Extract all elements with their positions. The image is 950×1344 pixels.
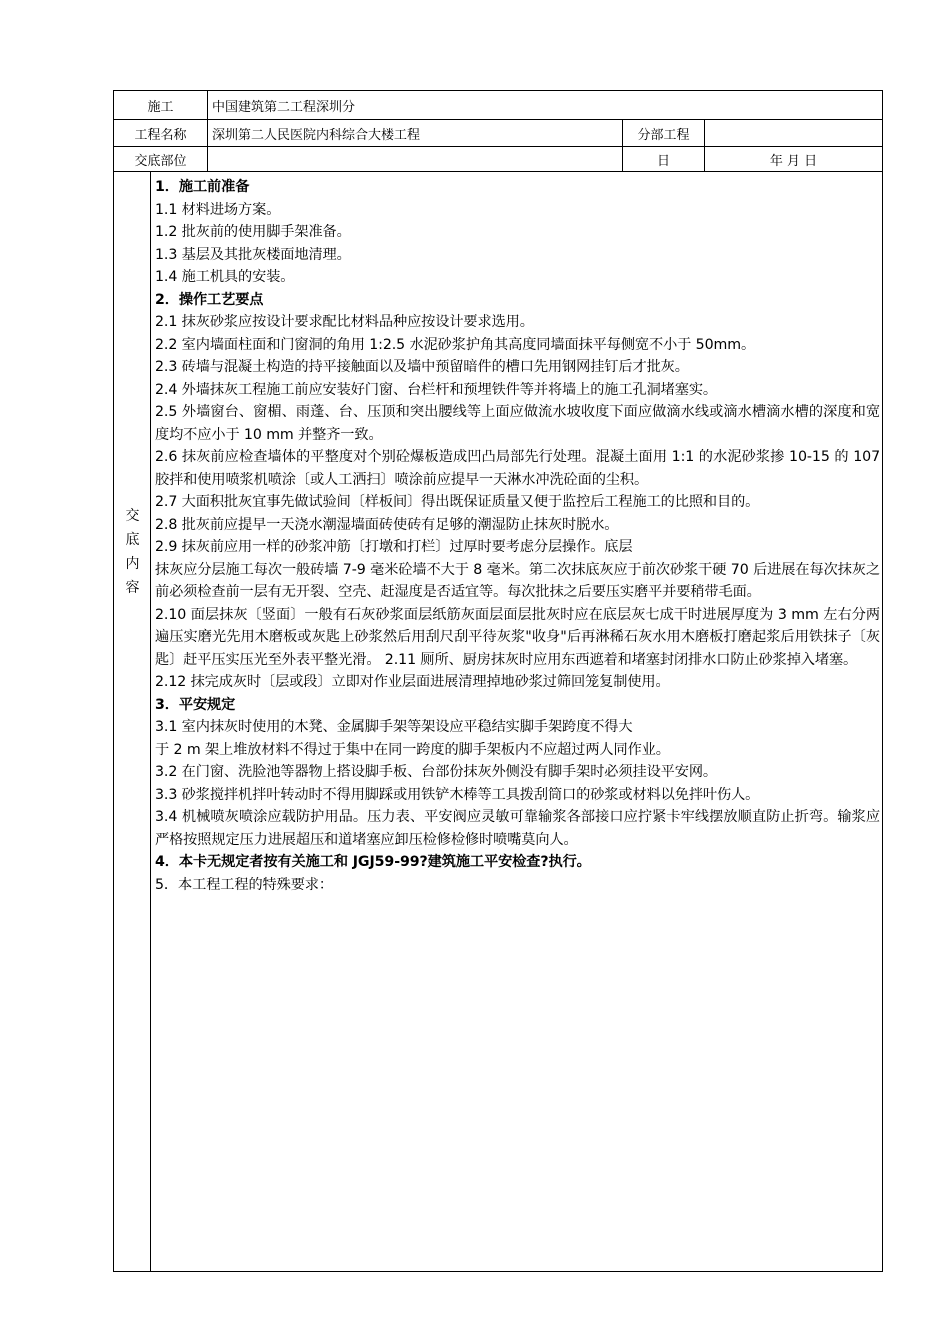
section-2-title: 2．操作工艺要点	[155, 291, 264, 308]
item-2-10: 2.10 面层抹灰〔竖面〕一般有石灰砂浆面层纸筋灰面层面层批灰时应在底层灰七成干时进展厚度为 3 mm 左右分两遍压实磨光先用木磨板或灰匙上砂浆然后用刮尺刮平待灰浆"收身"后再淋稀石灰水用木磨板打磨起浆后用铁抹子〔灰匙〕赶平压实压光至外表平整光滑。 2.11 厕所、厨房抹灰时应用东西遮着和堵塞封闭排水口防止砂浆掉入堵塞。	[155, 606, 880, 668]
side-char-4: 容	[125, 580, 140, 596]
item-2-4: 2.4 外墙抹灰工程施工前应安装好门窗、台栏杆和预埋铁件等并将墙上的施工孔洞堵塞实。	[155, 381, 718, 398]
disclosure-content	[155, 176, 880, 896]
date-label: 日	[623, 147, 705, 171]
location-value	[208, 147, 623, 171]
item-2-9-a: 2.9 抹灰前应用一样的砂浆冲筋〔打墩和打栏〕过厚时要考虑分层操作。底层	[155, 539, 633, 555]
section-1-title: 1．施工前准备	[155, 179, 250, 195]
item-2-3: 2.3 砖墙与混凝土构造的持平接触面以及墙中预留暗件的槽口先用钢网挂钉后才批灰。	[155, 359, 689, 375]
sub-project-value	[705, 120, 882, 146]
construction-value: 中国建筑第二工程深圳分	[212, 99, 356, 115]
item-2-12: 2.12 抹完成灰时〔层或段〕立即对作业层面进展清理掉地砂浆过筛回笼复制使用。	[155, 674, 670, 690]
item-3-1-b: 于 2 m 架上堆放材料不得过于集中在同一跨度的脚手架板内不应超过两人同作业。	[155, 741, 670, 758]
item-2-7: 2.7 大面积批灰宜事先做试验间〔样板间〕得出既保证质量又便于监控后工程施工的比照和目的。	[155, 494, 760, 510]
side-char-1: 交	[125, 508, 140, 524]
item-1-4: 1.4 施工机具的安装。	[155, 269, 295, 285]
header-row-construction	[114, 91, 882, 120]
project-name-label: 工程名称	[114, 120, 208, 146]
date-value: 年 月 日	[769, 153, 818, 169]
item-2-2: 2.2 室内墙面柱面和门窗洞的角用 1:2.5 水泥砂浆护角其高度同墙面抹平每侧宽不小于 50mm。	[155, 336, 756, 353]
location-label: 交底部位	[114, 147, 208, 171]
side-char-3: 内	[125, 556, 140, 572]
side-char-2: 底	[125, 532, 140, 548]
item-3-4: 3.4 机械喷灰喷涂应载防护用品。压力表、平安阀应灵敏可靠输浆各部接口应拧紧卡牢线摆放顺直防止折弯。输浆应严格按照规定压力进展超压和道堵塞应卸压检修检修时喷嘴莫向人。	[155, 809, 880, 848]
header-row-location	[114, 147, 882, 172]
item-3-1-a: 3.1 室内抹灰时使用的木凳、金属脚手架等架设应平稳结实脚手架跨度不得大	[155, 719, 633, 735]
sub-project-label: 分部工程	[623, 120, 705, 146]
section-3-title: 3．平安规定	[155, 696, 236, 713]
item-1-2: 1.2 批灰前的使用脚手架准备。	[155, 224, 351, 240]
item-2-8: 2.8 批灰前应提早一天浇水潮湿墙面砖使砖有足够的潮湿防止抹灰时脱水。	[155, 516, 619, 533]
item-3-3: 3.3 砂浆搅拌机拌叶转动时不得用脚踩或用铁铲木棒等工具拨刮筒口的砂浆或材料以免拌叶伤人。	[155, 786, 760, 803]
item-2-5: 2.5 外墙窗台、窗楣、雨蓬、台、压顶和突出腰线等上面应做流水坡收度下面应做滴水线或滴水槽滴水槽的深度和宽度均不应小于 10 mm 并整齐一致。	[155, 404, 880, 443]
content-side-label	[114, 171, 151, 1271]
item-2-6: 2.6 抹灰前应检查墙体的平整度对个别砼爆板造成凹凸局部先行处理。混凝土面用 1:1 的水泥砂浆掺 10-15 的 107 胶拌和使用喷浆机喷涂〔或人工洒扫〕喷涂前应提早一天淋水冲洗砼面的尘积。	[155, 449, 880, 488]
section-5: 5．本工程工程的特殊要求：	[155, 876, 333, 893]
construction-label: 施工	[114, 91, 208, 119]
item-1-1: 1.1 材料进场方案。	[155, 201, 281, 218]
item-2-9-b: 抹灰应分层施工每次一般砖墙 7-9 毫米砼墙不大于 8 毫米。第二次抹底灰应于前次砂浆干硬 70 后进展在每次抹灰之前必须检查前一层有无开裂、空壳、赶湿度是否适宜等。每次批抹之后要压实磨平并要稍带毛面。	[155, 561, 880, 600]
item-1-3: 1.3 基层及其批灰楼面地清理。	[155, 246, 351, 263]
disclosure-form	[113, 90, 883, 1272]
item-3-2: 3.2 在门窗、洗脸池等器物上搭设脚手板、台部份抹灰外侧没有脚手架时必须挂设平安网。	[155, 764, 718, 780]
section-4: 4．本卡无规定者按有关施工和 JGJ59-99?建筑施工平安检查?执行。	[155, 854, 591, 870]
header-row-project	[114, 120, 882, 147]
item-2-1: 2.1 抹灰砂浆应按设计要求配比材料品种应按设计要求选用。	[155, 314, 534, 330]
project-name-value: 深圳第二人民医院内科综合大楼工程	[208, 120, 623, 146]
